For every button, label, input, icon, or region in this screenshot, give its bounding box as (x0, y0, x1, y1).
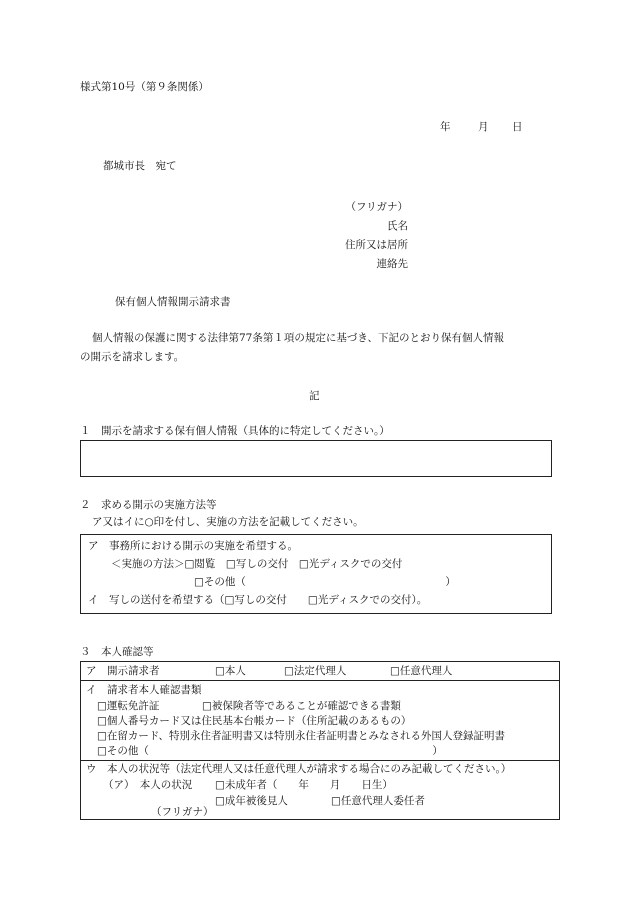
date-year-label: 年 (440, 121, 451, 133)
addressee: 都城市長 宛て (103, 160, 177, 172)
doc-mynumber-card-checkbox[interactable]: □個人番号カード又は住民基本台帳カード（住所記載のあるもの） (97, 715, 412, 727)
principal-furigana-label: （フリガナ） (151, 806, 214, 818)
requester-voluntary-agent-checkbox[interactable]: □任意代理人 (390, 665, 453, 677)
applicant-name-label: 氏名 (387, 220, 408, 232)
intro-line-1: 個人情報の保護に関する法律第77条第１項の規定に基づき、下記のとおり保有個人情報 (92, 332, 504, 344)
option-a-methods[interactable]: ＜実施の方法＞□閲覧 □写しの交付 □光ディスクでの交付 (111, 558, 403, 570)
intro-line-2: の開示を請求します。 (80, 351, 185, 363)
option-i-mail[interactable]: イ 写しの送付を希望する（□写しの交付 □光ディスクでの交付）。 (88, 594, 428, 606)
adult-ward-checkbox[interactable]: □成年被後見人 (215, 795, 288, 807)
row-divider (81, 680, 559, 681)
id-documents-label: イ 請求者本人確認書類 (86, 684, 202, 696)
doc-other-checkbox[interactable]: □その他（ ） (97, 745, 443, 757)
principal-status-label: ウ 本人の状況等（法定代理人又は任意代理人が請求する場合にのみ記載してください。） (86, 763, 512, 775)
date-month-label: 月 (478, 121, 489, 133)
voluntary-principal-checkbox[interactable]: □任意代理人委任者 (331, 795, 425, 807)
doc-residence-card-checkbox[interactable]: □在留カード、特別永住者証明書又は特別永住者証明書とみなされる外国人登録証明書 (97, 730, 505, 742)
option-a-other[interactable]: □その他（ ） (194, 576, 456, 588)
applicant-furigana-label: （フリガナ） (345, 201, 408, 213)
minor-checkbox[interactable]: □未成年者（ 年 月 日生） (215, 779, 393, 791)
applicant-address-label: 住所又は居所 (345, 239, 408, 251)
doc-driver-license-checkbox[interactable]: □運転免許証 (97, 700, 160, 712)
section2-heading: ２ 求める開示の実施方法等 (80, 499, 217, 511)
requested-info-field[interactable] (80, 440, 552, 477)
ki-heading: 記 (309, 390, 320, 402)
requester-legal-agent-checkbox[interactable]: □法定代理人 (284, 665, 347, 677)
principal-status-sublabel: （ア） 本人の状況 (103, 779, 193, 791)
requester-self-checkbox[interactable]: □本人 (215, 665, 246, 677)
page-title: 保有個人情報開示請求書 (115, 296, 231, 308)
row-divider (81, 760, 559, 761)
option-a-office[interactable]: ア 事務所における開示の実施を希望する。 (88, 540, 298, 552)
section1-heading: １ 開示を請求する保有個人情報（具体的に特定してください。） (80, 425, 390, 437)
disclosure-method-box (80, 534, 552, 614)
applicant-contact-label: 連絡先 (376, 258, 408, 270)
requester-label: ア 開示請求者 (86, 665, 160, 677)
identity-confirmation-table (80, 661, 560, 820)
section2-instruction: ア又はイに○印を付し、実施の方法を記載してください。 (92, 516, 364, 528)
form-number: 様式第10号（第９条関係） (80, 81, 209, 93)
section3-heading: ３ 本人確認等 (80, 646, 154, 658)
doc-insurance-checkbox[interactable]: □被保険者等であることが確認できる書類 (202, 700, 401, 712)
date-day-label: 日 (512, 121, 523, 133)
